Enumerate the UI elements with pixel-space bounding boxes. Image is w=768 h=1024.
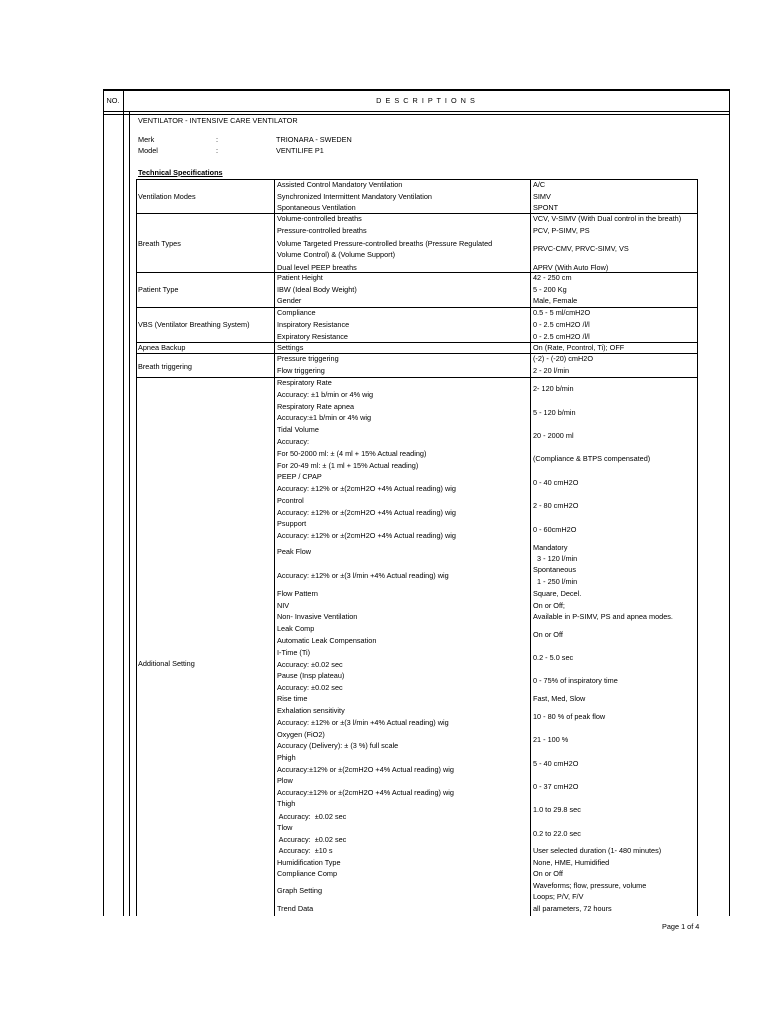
grid-line xyxy=(136,179,698,180)
setting-label: Humidification Type xyxy=(277,858,341,867)
setting-accuracy: Accuracy: ±1 b/min or 4% wig xyxy=(277,390,374,399)
setting-label: Pause (Insp plateau) xyxy=(277,671,345,680)
setting-value: 3 - 120 l/min xyxy=(533,554,578,563)
setting-label: Peak Flow xyxy=(277,547,312,556)
setting-label: Psupport xyxy=(277,519,307,528)
setting-label: Pcontrol xyxy=(277,496,304,505)
setting-value: Mandatory xyxy=(533,543,568,552)
setting-accuracy: Accuracy (Delivery): ± (3 %) full scale xyxy=(277,741,399,750)
setting-accuracy: Accuracy: ±12% or ±(2cmH2O +4% Actual reading) wig xyxy=(277,484,456,493)
setting-label: Plow xyxy=(277,776,293,785)
spec-label: Settings xyxy=(277,343,304,352)
tech-spec-heading: Technical Specifications xyxy=(138,168,223,177)
spec-label: IBW (Ideal Body Weight) xyxy=(277,285,357,294)
spec-value: 42 - 250 cm xyxy=(533,273,572,282)
grid-line xyxy=(136,307,698,308)
setting-label: Oxygen (FiO2) xyxy=(277,730,325,739)
setting-accuracy: Accuracy: xyxy=(277,437,310,446)
setting-value: Available in P-SIMV, PS and apnea modes. xyxy=(533,612,673,621)
spec-value: 0 - 2.5 cmH2O /l/l xyxy=(533,332,590,341)
setting-label: Exhalation sensitivity xyxy=(277,706,345,715)
header-double-border xyxy=(103,114,730,115)
meta-value-merk: TRIONARA - SWEDEN xyxy=(276,135,352,144)
spec-value: A/C xyxy=(533,180,546,189)
setting-value: 10 - 80 % of peak flow xyxy=(533,712,606,721)
spec-value: 0.5 - 5 ml/cmH2O xyxy=(533,308,591,317)
spec-value: On (Rate, Pcontrol, Ti); OFF xyxy=(533,343,625,352)
setting-value: 5 - 120 b/min xyxy=(533,408,576,417)
meta-label-merk: Merk xyxy=(138,135,155,144)
table-left-border xyxy=(103,89,104,916)
setting-accuracy: Accuracy: ±12% or ±(2cmH2O +4% Actual reading) wig xyxy=(277,531,456,540)
inner-column-border xyxy=(129,111,130,916)
spec-label: Volume-controlled breaths xyxy=(277,214,362,223)
setting-value: 21 - 100 % xyxy=(533,735,569,744)
setting-value: all parameters, 72 hours xyxy=(533,904,612,913)
setting-accuracy: Accuracy:±12% or ±(2cmH2O +4% Actual reading) wig xyxy=(277,765,454,774)
setting-value: (Compliance & BTPS compensated) xyxy=(533,454,651,463)
setting-accuracy: Accuracy: ±0.02 sec xyxy=(277,683,343,692)
meta-label-model: Model xyxy=(138,146,158,155)
number-column-border xyxy=(123,89,124,916)
meta-value-model: VENTILIFE P1 xyxy=(276,146,324,155)
spec-value: VCV, V-SIMV (With Dual control in the breath) xyxy=(533,214,682,223)
setting-label: Respiratory Rate xyxy=(277,378,332,387)
page-number: Page 1 of 4 xyxy=(662,922,700,931)
header-bottom-border xyxy=(103,111,730,112)
spec-label: Assisted Control Mandatory Ventilation xyxy=(277,180,403,189)
grid-line xyxy=(136,353,698,354)
setting-value: 0.2 - 5.0 sec xyxy=(533,653,574,662)
setting-label: Respiratory Rate apnea xyxy=(277,402,355,411)
setting-accuracy: Accuracy:±1 b/min or 4% wig xyxy=(277,413,372,422)
setting-accuracy: Accuracy: ±10 s xyxy=(277,846,333,855)
setting-value: 0 - 60cmH2O xyxy=(533,525,577,534)
section-breath-types: Breath Types xyxy=(138,239,181,248)
meta-sep-model: : xyxy=(216,146,219,155)
setting-accuracy: Accuracy: ±12% or ±(3 l/min +4% Actual reading) wig xyxy=(277,571,449,580)
spec-label: Pressure-controlled breaths xyxy=(277,226,367,235)
setting-label: Flow Pattern xyxy=(277,589,318,598)
setting-accuracy: Accuracy: ±12% or ±(2cmH2O +4% Actual reading) wig xyxy=(277,508,456,517)
setting-label: Compliance Comp xyxy=(277,869,338,878)
grid-line xyxy=(136,377,698,378)
grid-line xyxy=(136,272,698,273)
setting-value: 0 - 75% of inspiratory time xyxy=(533,676,618,685)
grid-left xyxy=(136,179,137,916)
setting-label: Trend Data xyxy=(277,904,314,913)
spec-value: APRV (With Auto Flow) xyxy=(533,263,609,272)
setting-value: 1 - 250 l/min xyxy=(533,577,578,586)
header-descriptions: D E S C R I P T I O N S xyxy=(376,96,476,105)
header-no: NO. xyxy=(106,96,120,105)
setting-value: Spontaneous xyxy=(533,565,577,574)
meta-sep-merk: : xyxy=(216,135,219,144)
spec-value: PRVC-CMV, PRVC-SIMV, VS xyxy=(533,244,629,253)
setting-label: Phigh xyxy=(277,753,296,762)
spec-value: SPONT xyxy=(533,203,559,212)
spec-label: Pressure triggering xyxy=(277,354,339,363)
spec-value: 5 - 200 Kg xyxy=(533,285,567,294)
spec-label: Flow triggering xyxy=(277,366,325,375)
spec-label: Inspiratory Resistance xyxy=(277,320,350,329)
grid-col2 xyxy=(274,179,275,916)
setting-label: Rise time xyxy=(277,694,308,703)
setting-label: Graph Setting xyxy=(277,886,323,895)
spec-value: 2 - 20 l/min xyxy=(533,366,570,375)
setting-accuracy: Accuracy: ±12% or ±(3 l/min +4% Actual reading) wig xyxy=(277,718,449,727)
setting-label: Tidal Volume xyxy=(277,425,319,434)
setting-value: Waveforms; flow, pressure, volume xyxy=(533,881,647,890)
section-breath-triggering: Breath triggering xyxy=(138,362,192,371)
document-title: VENTILATOR - INTENSIVE CARE VENTILATOR xyxy=(138,116,298,125)
setting-label: I-Time (Ti) xyxy=(277,648,311,657)
spec-label: Dual level PEEP breaths xyxy=(277,263,357,272)
setting-value: On or Off xyxy=(533,630,563,639)
setting-accuracy: Accuracy:±12% or ±(2cmH2O +4% Actual reading) wig xyxy=(277,788,454,797)
section-ventilation-modes: Ventilation Modes xyxy=(138,192,196,201)
setting-label: PEEP / CPAP xyxy=(277,472,322,481)
spec-value: 0 - 2.5 cmH2O /l/l xyxy=(533,320,590,329)
setting-value: On or Off xyxy=(533,869,563,878)
setting-label: NIV xyxy=(277,601,290,610)
spec-label: Compliance xyxy=(277,308,316,317)
spec-label: Volume Control) & (Volume Support) xyxy=(277,250,396,259)
setting-value: 0 - 37 cmH2O xyxy=(533,782,579,791)
setting-label: Thigh xyxy=(277,799,296,808)
spec-label: Synchronized Intermittent Mandatory Ventilation xyxy=(277,192,432,201)
spec-value: SIMV xyxy=(533,192,551,201)
spec-label: Gender xyxy=(277,296,302,305)
setting-value: 0.2 to 22.0 sec xyxy=(533,829,581,838)
setting-value: 2- 120 b/min xyxy=(533,384,574,393)
setting-label: Tlow xyxy=(277,823,293,832)
setting-accuracy: Accuracy: ±0.02 sec xyxy=(277,835,347,844)
setting-label: Automatic Leak Compensation xyxy=(277,636,377,645)
spec-label: Patient Height xyxy=(277,273,323,282)
setting-label: Non- Invasive Ventilation xyxy=(277,612,358,621)
setting-label: Leak Comp xyxy=(277,624,315,633)
section-patient-type: Patient Type xyxy=(138,285,179,294)
setting-accuracy: Accuracy: ±0.02 sec xyxy=(277,812,347,821)
spec-value: PCV, P-SIMV, PS xyxy=(533,226,590,235)
setting-accuracy: For 20-49 ml: ± (1 ml + 15% Actual reading) xyxy=(277,461,419,470)
section-additional-setting: Additional Setting xyxy=(138,659,195,668)
grid-right xyxy=(697,179,698,916)
setting-value: None, HME, Humidified xyxy=(533,858,610,867)
grid-col3 xyxy=(530,179,531,916)
setting-accuracy: For 50-2000 ml: ± (4 ml + 15% Actual reading) xyxy=(277,449,427,458)
setting-value: 20 - 2000 ml xyxy=(533,431,574,440)
spec-value: Male, Female xyxy=(533,296,578,305)
setting-value: User selected duration (1- 480 minutes) xyxy=(533,846,662,855)
setting-value: Fast, Med, Slow xyxy=(533,694,586,703)
setting-value: 1.0 to 29.8 sec xyxy=(533,805,581,814)
spec-label: Volume Targeted Pressure-controlled breaths (Pressure Regulated xyxy=(277,239,493,248)
section-vbs: VBS (Ventilator Breathing System) xyxy=(138,320,250,329)
setting-value: 0 - 40 cmH2O xyxy=(533,478,579,487)
table-right-border xyxy=(729,89,730,916)
spec-value: (-2) - (-20) cmH2O xyxy=(533,354,593,363)
setting-value: 2 - 80 cmH2O xyxy=(533,501,579,510)
setting-value: Loops; P/V, F/V xyxy=(533,892,584,901)
setting-accuracy: Accuracy: ±0.02 sec xyxy=(277,660,343,669)
setting-value: 5 - 40 cmH2O xyxy=(533,759,579,768)
spec-label: Expiratory Resistance xyxy=(277,332,348,341)
section-apnea-backup: Apnea Backup xyxy=(138,343,186,352)
spec-label: Spontaneous Ventilation xyxy=(277,203,356,212)
setting-value: On or Off; xyxy=(533,601,565,610)
setting-value: Square, Decel. xyxy=(533,589,582,598)
